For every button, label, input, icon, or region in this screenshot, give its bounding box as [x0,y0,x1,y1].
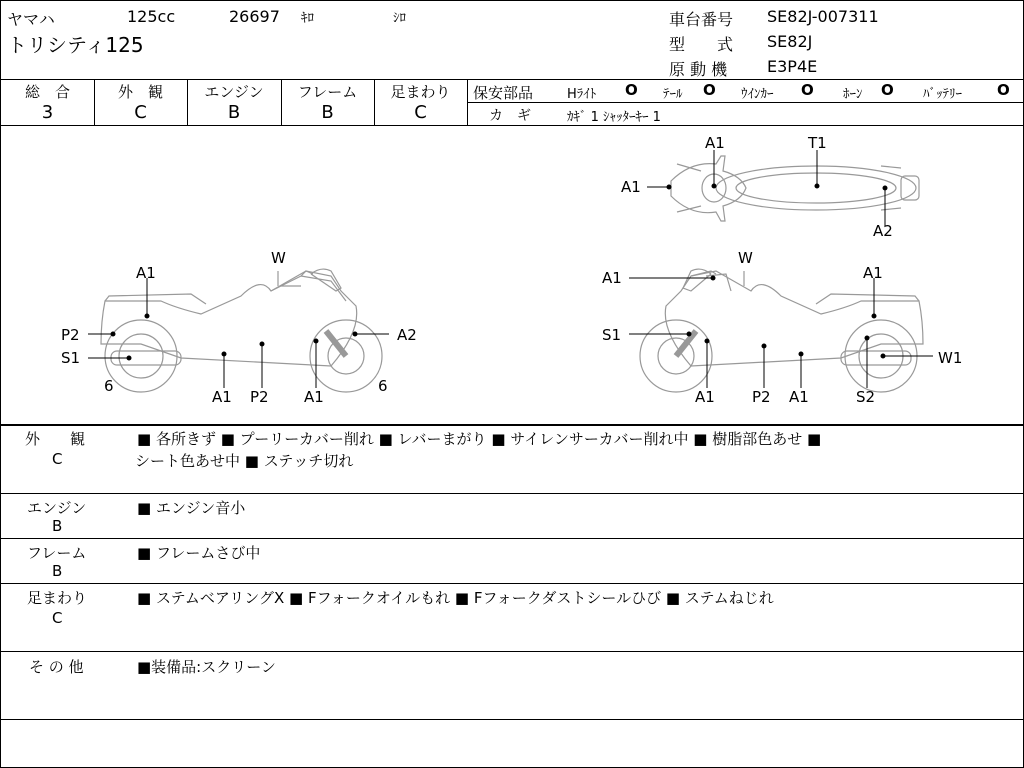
frame-label: フレーム [297,83,358,101]
notes-engine-label: エンジン [27,499,87,517]
label-right-w: W [738,249,753,267]
notes-exterior-label: 外 観 [25,430,86,448]
safety-tail-status: O [703,81,716,99]
safety-winker-status: O [801,81,814,99]
divider [1,719,1023,720]
divider [1,651,1023,652]
engine-model-value: E3P4E [767,57,818,76]
divider [1,493,1023,494]
label-right-s2: S2 [856,388,876,406]
safety-battery-name: ﾊﾞｯﾃﾘｰ [923,87,962,102]
key-value: ｶｷﾞ 1 ｼｬｯﾀｰｷｰ 1 [567,110,661,125]
overall-grade: 3 [41,102,54,123]
suspension-label: 足まわり [390,83,451,101]
scooter-right-view [640,269,923,392]
engine-label: エンジン [204,83,264,101]
type-label: 型 式 [669,35,734,54]
frame-grade: B [321,102,334,123]
label-top-a2: A2 [873,222,893,240]
notes-engine-grade: B [52,517,63,535]
label-right-s1: S1 [602,326,622,344]
label-left-p2-b: P2 [250,388,269,406]
label-top-a1-left: A1 [621,178,641,196]
notes-suspension-text: ■ ステムベアリングX ■ Fフォークオイルもれ ■ Fフォークダストシールひび ■ ステムねじれ [137,589,774,607]
notes-exterior-grade: C [52,450,63,468]
label-left-p2: P2 [61,326,80,344]
divider [1,583,1023,584]
engine-grade: B [227,102,241,123]
safety-battery-status: O [997,81,1010,99]
notes-engine-text: ■ エンジン音小 [137,499,246,517]
label-right-a1-b1: A1 [695,388,715,406]
frame-no: SE82J-007311 [767,7,879,26]
divider [1,79,1023,80]
notes-other-text: ■装備品:スクリーン [137,658,276,676]
key-label: カ ギ [489,108,531,124]
overall-label: 総 合 [24,83,70,101]
exterior-grade: C [134,102,147,123]
mileage-unit: ｷﾛ [301,11,314,26]
notes-exterior-line1: ■ 各所きず ■ プーリーカバー削れ ■ レバーまがり ■ サイレンサーカバー削れ中 ■ 樹脂部色あせ ■ [137,430,822,448]
frame-no-label: 車台番号 [669,10,734,29]
label-left-6-right: 6 [378,377,388,395]
label-right-a1-upper: A1 [602,269,622,287]
safety-headlight-name: Hﾗｲﾄ [567,87,597,102]
divider [467,102,1023,103]
displacement: 125cc [127,7,176,26]
notes-other-label: そ の 他 [29,658,84,676]
label-left-a1-top: A1 [136,264,156,282]
divider [1,424,1023,426]
label-left-w: W [271,249,286,267]
notes-frame-label: フレーム [27,544,87,562]
maker: ヤマハ [7,10,55,29]
label-right-a1-b2: A1 [789,388,809,406]
safety-headlight-status: O [625,81,638,99]
color: ｼﾛ [393,11,406,26]
label-right-a1-top: A1 [863,264,883,282]
label-left-6-left: 6 [104,377,114,395]
safety-label: 保安部品 [473,84,534,102]
divider [1,538,1023,539]
notes-suspension-label: 足まわり [27,589,88,607]
type-value: SE82J [767,32,813,51]
label-right-w1: W1 [938,349,963,367]
label-right-p2-b: P2 [752,388,771,406]
label-top-a1: A1 [705,134,725,152]
label-left-a1-b2: A1 [304,388,324,406]
safety-horn-status: O [881,81,894,99]
safety-horn-name: ﾎｰﾝ [843,87,863,102]
label-left-a2: A2 [397,326,417,344]
notes-frame-grade: B [52,562,63,580]
label-left-s1: S1 [61,349,81,367]
damage-leader-lines [88,150,933,388]
exterior-label: 外 観 [117,83,163,101]
safety-tail-name: ﾃｰﾙ [663,87,683,102]
model-name: トリシティ125 [7,33,144,57]
suspension-grade: C [414,102,427,123]
mileage: 26697 [229,7,280,26]
engine-model-label: 原 動 機 [669,60,728,79]
notes-suspension-grade: C [52,609,63,627]
notes-exterior-line2: シート色あせ中 ■ ステッチ切れ [135,452,354,470]
notes-frame-text: ■ フレームさび中 [137,544,261,562]
safety-winker-name: ｳｲﾝｶｰ [741,87,774,102]
label-top-t1: T1 [808,134,827,152]
scooter-top-view [671,156,919,221]
scooter-left-view [101,269,382,392]
label-left-a1-b1: A1 [212,388,232,406]
